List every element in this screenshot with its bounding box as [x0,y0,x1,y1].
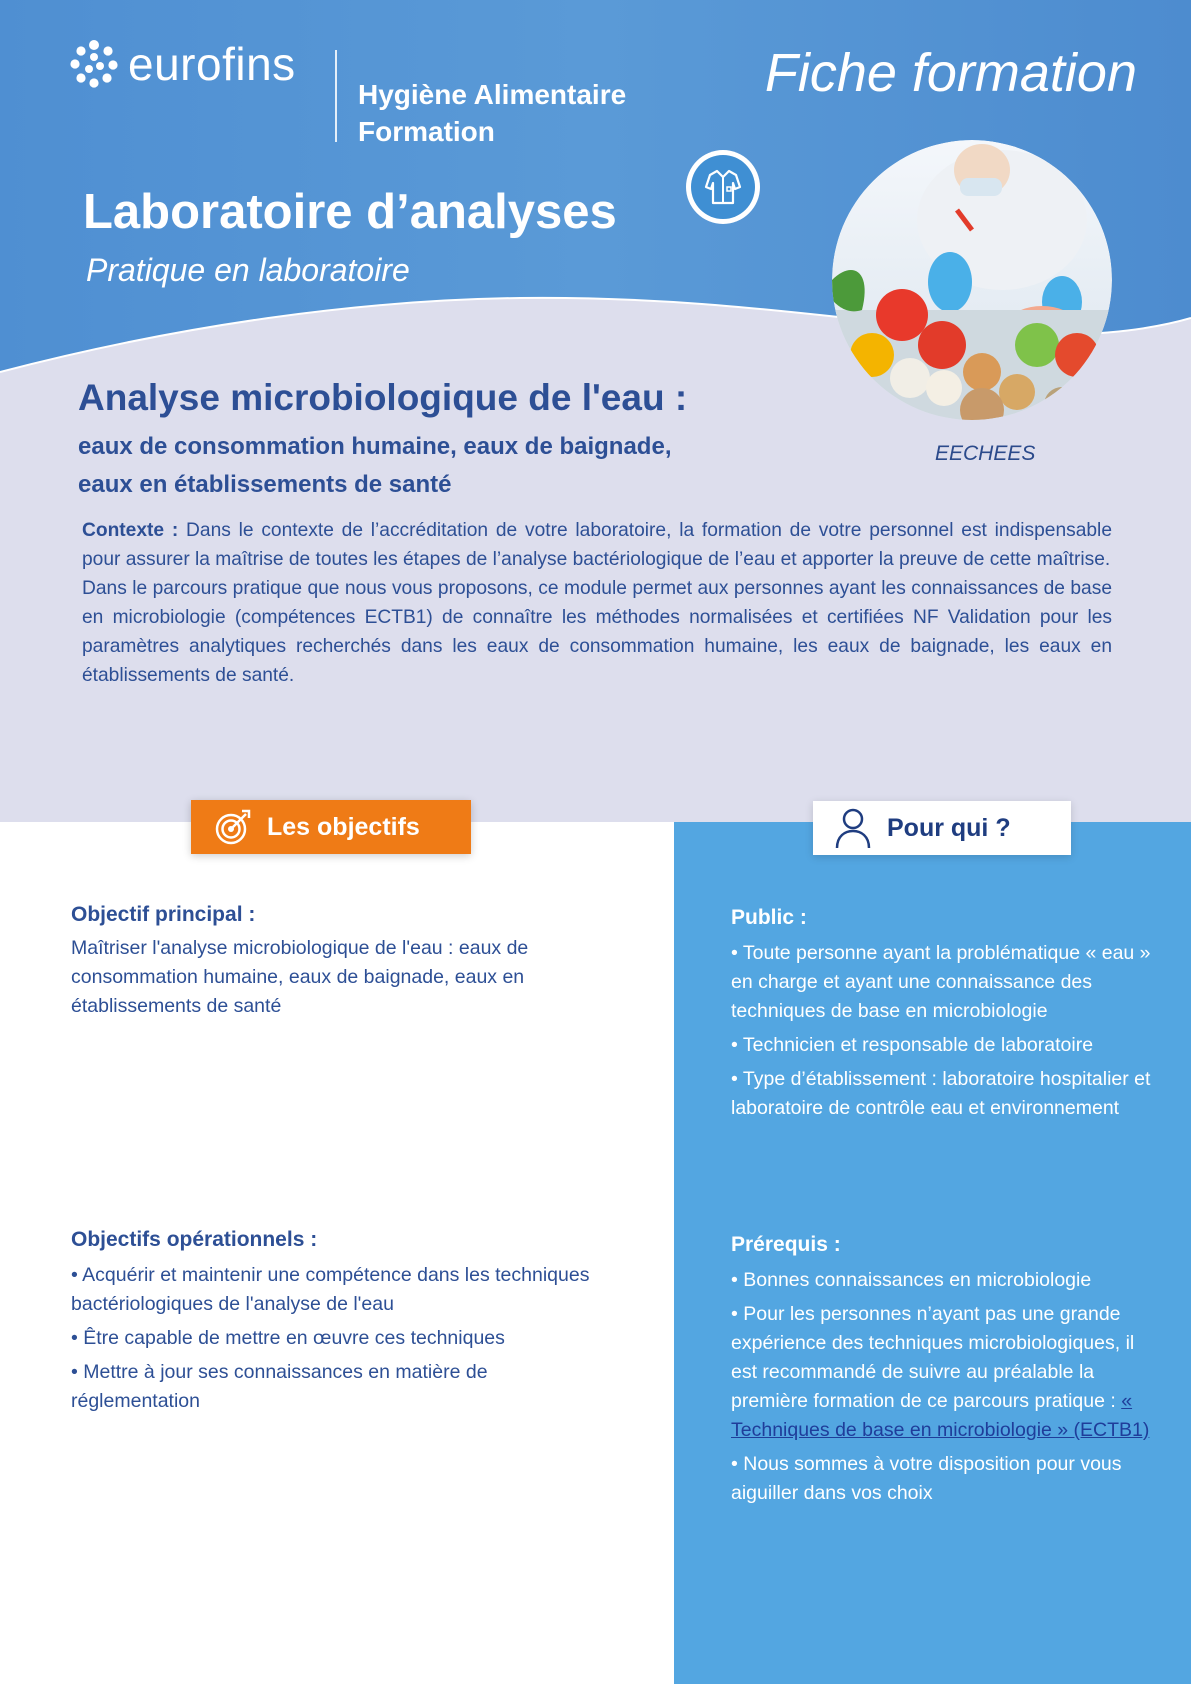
prerequis-heading: Prérequis : [731,1233,841,1256]
objectif-item: • Être capable de mettre en œuvre ces techniques [71,1327,505,1349]
context-paragraph-1 [82,516,1112,574]
objectif-principal-text: Maîtriser l'analyse microbiologique de l'eau : eaux de consommation humaine, eaux de baignade, eaux en établissements de santé [71,937,529,1017]
public-item: • Type d’établissement : laboratoire hospitalier et laboratoire de contrôle eau et environnement [731,1068,1151,1119]
public-section [731,903,1161,1123]
objectif-item: • Mettre à jour ses connaissances en matière de réglementation [71,1361,488,1412]
prerequis-item-text: • Pour les personnes n’ayant pas une grande expérience des techniques microbiologiques, il est recommandé de suivre au préalable la première formation de ce parcours pratique : [731,1303,1135,1412]
course-code: EECHEES [935,442,1036,465]
public-item: • Toute personne ayant la problématique « eau » en charge et ayant une connaissance des techniques de base en microbiologie [731,942,1151,1022]
objectifs-operationnels-section [71,1225,591,1416]
context-paragraph-2: Dans le parcours pratique que nous vous proposons, ce module permet aux personnes ayant les connaissances de base en microbiologie (compétences ECTB1) de connaître les méthodes normalisées et certifiées NF Validation pour les paramètres analytiques recherchés dans les eaux de consommation humaine, les eaux de baignade, les eaux en établissements de santé. [82,578,1112,686]
person-icon [833,806,873,850]
course-subtitle-line-2: eaux en établissements de santé [78,471,452,498]
objectif-principal-heading: Objectif principal : [71,903,256,926]
lab-coat-circle [691,155,755,219]
page-subtitle: Pratique en laboratoire [86,252,410,288]
context-label: Contexte : [82,520,179,541]
objectifs-operationnels-heading: Objectifs opérationnels : [71,1228,318,1251]
pour-qui-header [813,801,1071,855]
logo-divider [335,50,337,142]
prerequis-item: • Nous sommes à votre disposition pour vous aiguiller dans vos choix [731,1453,1122,1504]
course-subtitle-line-1: eaux de consommation humaine, eaux de baignade, [78,433,672,460]
lab-food-photo [832,140,1112,420]
pour-qui-label: Pour qui ? [887,813,1011,842]
prerequis-item [731,1300,1161,1445]
context-section [82,516,1112,690]
objectif-item: • Acquérir et maintenir une compétence dans les techniques bactériologiques de l'analyse de l'eau [71,1264,590,1315]
prerequis-item: • Bonnes connaissances en microbiologie [731,1269,1092,1291]
brand-line-2: Formation [358,116,495,147]
prerequis-section [731,1230,1161,1508]
brand-line-1: Hygiène Alimentaire [358,79,627,110]
brand-subtitle [358,76,626,150]
ectb1-link[interactable]: « Techniques de base en microbiologie » (ECTB1) [731,1390,1150,1441]
lab-coat-badge [686,150,760,224]
objectifs-header [191,800,471,854]
lab-coat-icon [703,167,743,207]
target-icon [213,807,253,847]
document-type: Fiche formation [764,43,1137,103]
public-heading: Public : [731,906,807,929]
course-title: Analyse microbiologique de l'eau : [78,377,688,418]
eurofins-dots-icon [70,40,118,88]
eurofins-logo [70,40,296,88]
page-title: Laboratoire d’analyses [83,185,617,239]
objectifs-label: Les objectifs [267,812,420,841]
logo-text: eurofins [128,38,296,90]
context-text-1: Dans le contexte de l’accréditation de votre laboratoire, la formation de votre personnel est indispensable pour assurer la maîtrise de toutes les étapes de l’analyse bactériologique de l’eau et apporter la preuve de cette maîtrise. [82,520,1112,570]
public-item: • Technicien et responsable de laboratoire [731,1034,1094,1056]
course-subtitle [78,428,798,504]
objectif-principal-section [71,900,591,1021]
